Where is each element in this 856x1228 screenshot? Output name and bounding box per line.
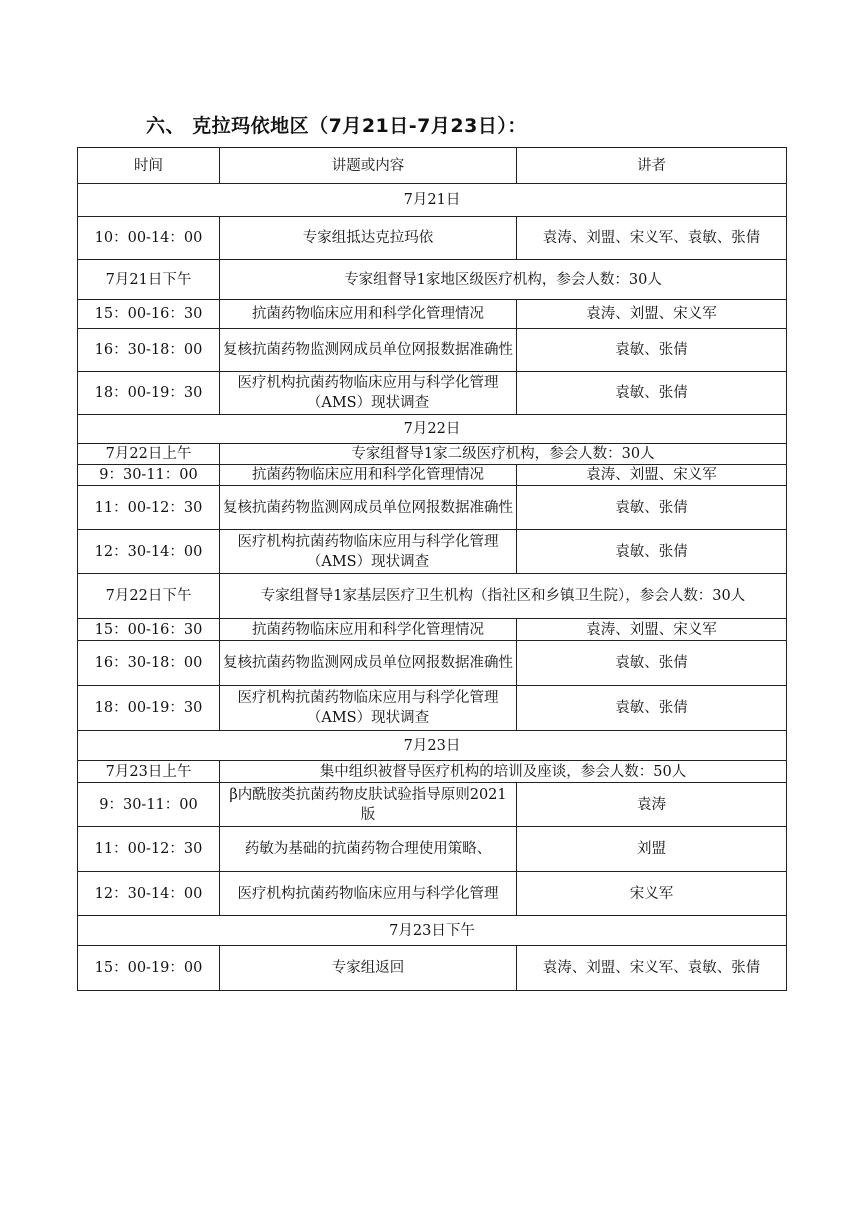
time-cell: 9：30-11：00 (78, 465, 220, 486)
topic-cell: 复核抗菌药物监测网成员单位网报数据准确性 (220, 641, 517, 686)
speaker-cell: 袁涛 (517, 783, 787, 827)
session-row (78, 574, 787, 619)
speaker-cell: 袁涛、刘盟、宋义军 (517, 465, 787, 486)
table-row (78, 217, 787, 260)
table-row (78, 486, 787, 530)
header-speaker: 讲者 (517, 148, 787, 184)
topic-cell: 医疗机构抗菌药物临床应用与科学化管理（AMS）现状调查 (220, 530, 517, 574)
topic-cell: 医疗机构抗菌药物临床应用与科学化管理（AMS）现状调查 (220, 686, 517, 731)
session-description: 专家组督导1家二级医疗机构，参会人数：30人 (220, 444, 787, 465)
session-description: 集中组织被督导医疗机构的培训及座谈，参会人数：50人 (220, 761, 787, 783)
session-description: 专家组督导1家基层医疗卫生机构（指社区和乡镇卫生院），参会人数：30人 (220, 574, 787, 619)
day-label: 7月23日下午 (78, 916, 787, 946)
speaker-cell: 袁涛、刘盟、宋义军、袁敏、张倩 (517, 217, 787, 260)
session-row (78, 444, 787, 465)
time-cell: 12：30-14：00 (78, 872, 220, 916)
session-time: 7月22日上午 (78, 444, 220, 465)
topic-cell: 抗菌药物临床应用和科学化管理情况 (220, 465, 517, 486)
day-header-row (78, 184, 787, 217)
speaker-cell: 袁敏、张倩 (517, 329, 787, 372)
table-row (78, 465, 787, 486)
topic-cell: β内酰胺类抗菌药物皮肤试验指导原则2021版 (220, 783, 517, 827)
table-row (78, 372, 787, 415)
day-header-row (78, 916, 787, 946)
session-row (78, 260, 787, 300)
session-row (78, 761, 787, 783)
session-time: 7月22日下午 (78, 574, 220, 619)
table-row (78, 300, 787, 329)
topic-cell: 复核抗菌药物监测网成员单位网报数据准确性 (220, 329, 517, 372)
speaker-cell: 袁敏、张倩 (517, 372, 787, 415)
day-header-row (78, 731, 787, 761)
time-cell: 18：00-19：30 (78, 686, 220, 731)
topic-cell: 医疗机构抗菌药物临床应用与科学化管理 (220, 872, 517, 916)
time-cell: 16：30-18：00 (78, 329, 220, 372)
table-row (78, 530, 787, 574)
time-cell: 16：30-18：00 (78, 641, 220, 686)
session-description: 专家组督导1家地区级医疗机构，参会人数：30人 (220, 260, 787, 300)
table-row (78, 329, 787, 372)
schedule-table (77, 147, 787, 991)
header-topic: 讲题或内容 (220, 148, 517, 184)
table-row (78, 872, 787, 916)
speaker-cell: 袁涛、刘盟、宋义军、袁敏、张倩 (517, 946, 787, 991)
speaker-cell: 袁敏、张倩 (517, 641, 787, 686)
day-label: 7月23日 (78, 731, 787, 761)
section-title: 六、 克拉玛依地区（7月21日-7月23日）： (146, 115, 527, 137)
speaker-cell: 袁敏、张倩 (517, 486, 787, 530)
speaker-cell: 袁涛、刘盟、宋义军 (517, 300, 787, 329)
time-cell: 10：00-14：00 (78, 217, 220, 260)
topic-cell: 抗菌药物临床应用和科学化管理情况 (220, 300, 517, 329)
time-cell: 11：00-12：30 (78, 827, 220, 872)
topic-cell: 抗菌药物临床应用和科学化管理情况 (220, 619, 517, 641)
topic-cell: 专家组返回 (220, 946, 517, 991)
header-time: 时间 (78, 148, 220, 184)
header-row (78, 148, 787, 184)
speaker-cell: 宋义军 (517, 872, 787, 916)
table-row (78, 946, 787, 991)
schedule-body (78, 184, 787, 991)
speaker-cell: 刘盟 (517, 827, 787, 872)
day-label: 7月21日 (78, 184, 787, 217)
table-row (78, 783, 787, 827)
session-time: 7月21日下午 (78, 260, 220, 300)
time-cell: 18：00-19：30 (78, 372, 220, 415)
topic-cell: 专家组抵达克拉玛依 (220, 217, 517, 260)
topic-cell: 药敏为基础的抗菌药物合理使用策略、 (220, 827, 517, 872)
day-label: 7月22日 (78, 415, 787, 444)
table-row (78, 827, 787, 872)
table-row (78, 641, 787, 686)
day-header-row (78, 415, 787, 444)
time-cell: 12：30-14：00 (78, 530, 220, 574)
session-time: 7月23日上午 (78, 761, 220, 783)
topic-cell: 医疗机构抗菌药物临床应用与科学化管理（AMS）现状调查 (220, 372, 517, 415)
time-cell: 15：00-16：30 (78, 300, 220, 329)
speaker-cell: 袁涛、刘盟、宋义军 (517, 619, 787, 641)
time-cell: 15：00-19：00 (78, 946, 220, 991)
table-row (78, 619, 787, 641)
time-cell: 11：00-12：30 (78, 486, 220, 530)
time-cell: 15：00-16：30 (78, 619, 220, 641)
speaker-cell: 袁敏、张倩 (517, 530, 787, 574)
table-row (78, 686, 787, 731)
topic-cell: 复核抗菌药物监测网成员单位网报数据准确性 (220, 486, 517, 530)
time-cell: 9：30-11：00 (78, 783, 220, 827)
speaker-cell: 袁敏、张倩 (517, 686, 787, 731)
